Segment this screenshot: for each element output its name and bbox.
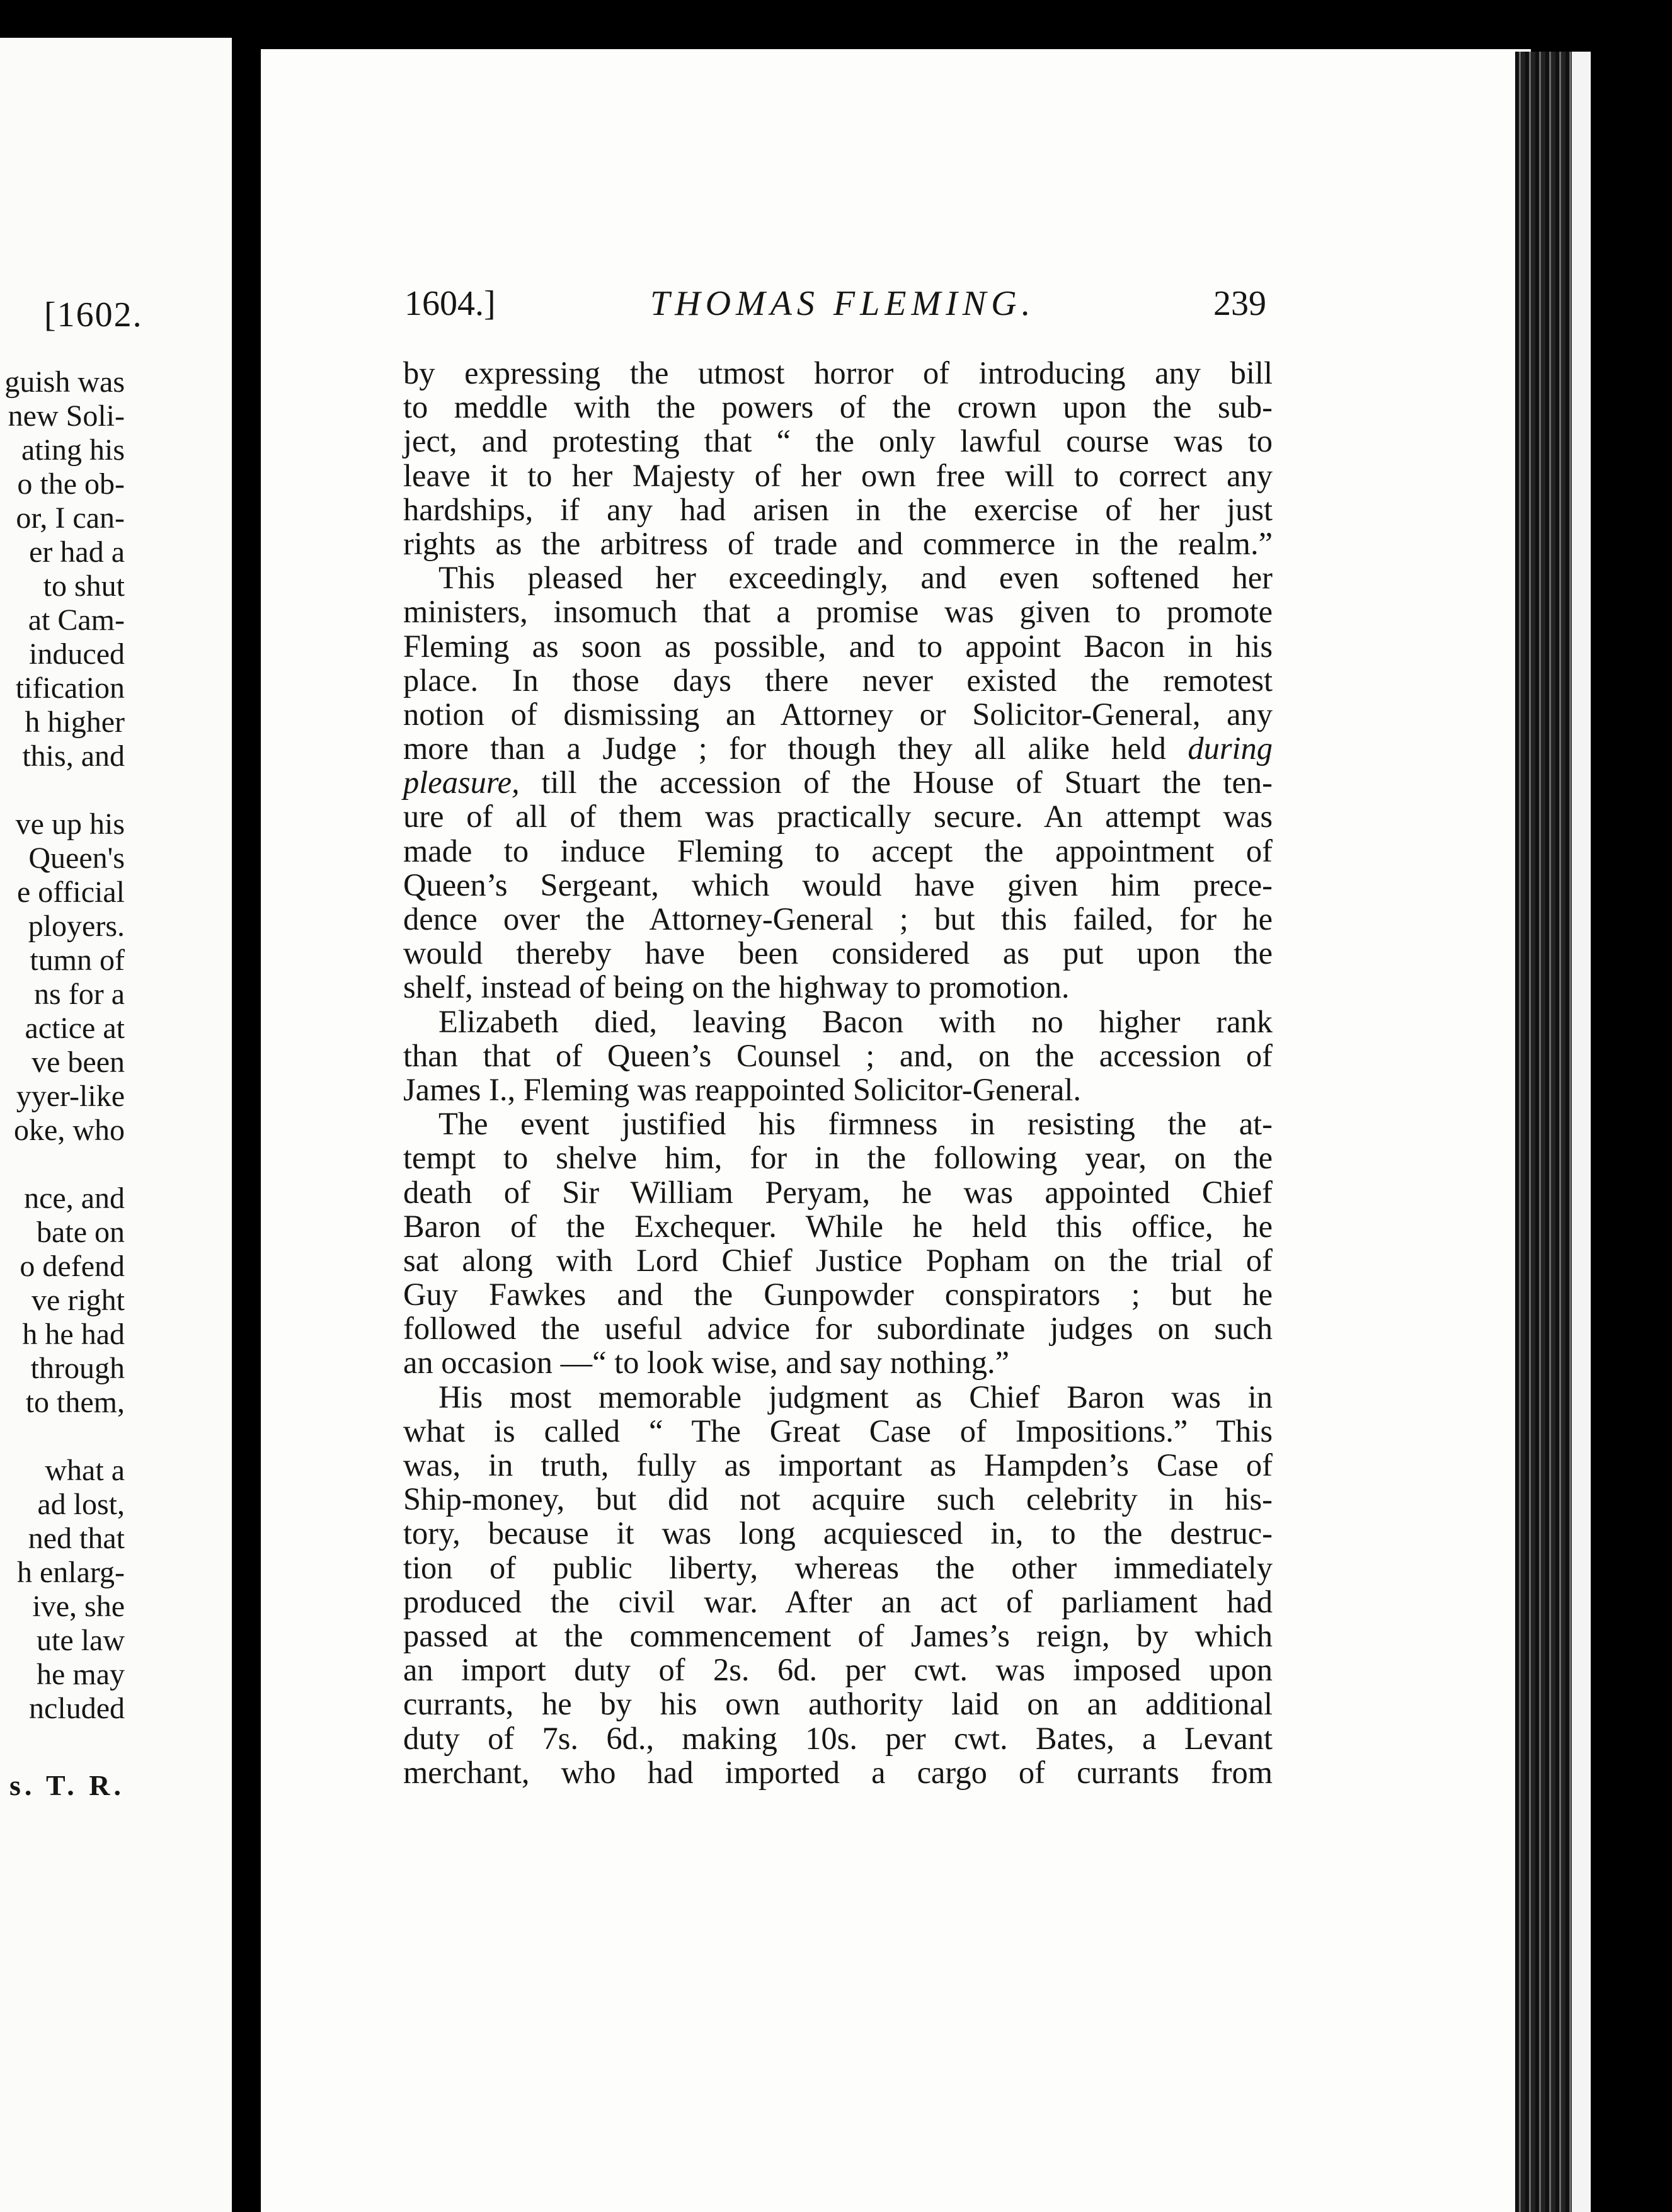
text-line — [403, 1039, 1273, 1073]
facing-page-line: o the ob- — [17, 467, 125, 501]
facing-page-line — [4, 1148, 125, 1182]
facing-page-line: to shut — [43, 569, 125, 603]
text-line — [403, 970, 1273, 1004]
text-line — [403, 1380, 1273, 1414]
header-year: 1604.] — [404, 284, 496, 323]
facing-page-line: e official — [16, 875, 125, 909]
line-text: rights as the arbitress of trade and commerce in the realm.” — [403, 525, 1273, 561]
line-text: tory, because it was long acquiesced in, to the destruc- — [403, 1515, 1273, 1551]
line-text: was, in truth, fully as important as Hampden’s Case of — [403, 1447, 1273, 1483]
facing-page — [0, 38, 232, 2212]
text-line — [403, 1209, 1273, 1243]
line-text: would thereby have been considered as put upon the — [403, 935, 1273, 971]
facing-page-line: er had a — [29, 535, 125, 569]
body-text — [403, 356, 1273, 1789]
text-line — [403, 1311, 1273, 1345]
text-line — [403, 595, 1273, 629]
line-text: hardships, if any had arisen in the exercise of her just — [403, 491, 1273, 527]
text-line — [403, 765, 1273, 799]
facing-page-line — [4, 1420, 125, 1454]
text-line — [403, 1585, 1273, 1619]
text-line — [403, 1414, 1273, 1448]
line-text: ject, and protesting that “ the only lawful course was to — [403, 423, 1273, 459]
facing-page-line: tification — [15, 671, 125, 705]
text-line — [403, 1482, 1273, 1516]
facing-page-line: nce, and — [24, 1182, 125, 1215]
line-text: His most memorable judgment as Chief Baron was in — [438, 1379, 1273, 1415]
line-text: Queen’s Sergeant, which would have given him prece- — [403, 867, 1273, 903]
facing-page-line: h higher — [25, 705, 125, 739]
facing-page-line: this, and — [22, 739, 125, 773]
text-line — [403, 356, 1273, 390]
line-text: than that of Queen’s Counsel ; and, on the accession of — [403, 1037, 1273, 1073]
text-line — [403, 663, 1273, 697]
facing-page-line: tumn of — [30, 944, 125, 977]
line-text: to meddle with the powers of the crown upon the sub- — [403, 389, 1273, 425]
line-text: notion of dismissing an Attorney or Solicitor-General, any — [403, 696, 1273, 732]
facing-page-line: h he had — [22, 1318, 125, 1351]
line-text: followed the useful advice for subordinate judges on such — [403, 1311, 1273, 1347]
line-text: Fleming as soon as possible, and to appoint Bacon in his — [403, 628, 1273, 664]
facing-page-line: what a — [45, 1454, 125, 1487]
text-line — [403, 1755, 1273, 1789]
facing-page-line — [4, 773, 125, 807]
text-line — [403, 731, 1273, 765]
text-line — [403, 561, 1273, 595]
facing-page-line: induced — [29, 637, 125, 671]
facing-page-line: bate on — [37, 1216, 125, 1249]
facing-page-line: ve up his — [15, 807, 125, 841]
line-text: Elizabeth died, leaving Bacon with no higher rank — [438, 1003, 1273, 1039]
text-line — [403, 834, 1273, 868]
facing-page-line: ad lost, — [37, 1488, 125, 1521]
facing-page-line: to them, — [25, 1386, 125, 1419]
line-text: The event justified his firmness in resisting the at- — [438, 1106, 1273, 1142]
line-text: shelf, instead of being on the highway to promotion. — [403, 969, 1070, 1005]
text-line — [403, 1005, 1273, 1039]
text-line — [403, 424, 1273, 458]
facing-page-header: [1602. — [44, 295, 143, 334]
text-line — [403, 1073, 1273, 1107]
line-text: Baron of the Exchequer. While he held this office, he — [403, 1208, 1273, 1244]
line-text: an occasion —“ to look wise, and say nothing.” — [403, 1345, 1010, 1381]
text-line — [403, 629, 1273, 663]
line-text: leave it to her Majesty of her own free will to correct any — [403, 457, 1273, 493]
facing-page-line: ve right — [31, 1284, 125, 1317]
line-text: by expressing the utmost horror of introducing any bill — [403, 355, 1273, 391]
text-line — [403, 527, 1273, 561]
text-line — [403, 1551, 1273, 1585]
running-header — [404, 283, 1266, 321]
facing-page-signature: s. T. R. — [9, 1769, 125, 1801]
text-line — [403, 1721, 1273, 1755]
facing-page-line: ns for a — [34, 978, 125, 1011]
facing-page-line: ating his — [21, 433, 125, 467]
line-text: Guy Fawkes and the Gunpowder conspirators ; but he — [403, 1277, 1273, 1313]
line-text: ure of all of them was practically secure. An attempt was — [403, 799, 1273, 835]
text-line — [403, 493, 1273, 527]
line-text: more than a Judge ; for though they all alike held — [403, 731, 1166, 767]
line-text: tempt to shelve him, for in the following year, on the — [403, 1140, 1273, 1176]
text-line — [403, 390, 1273, 424]
text-line — [403, 868, 1273, 902]
text-line — [403, 799, 1273, 833]
facing-page-line: ned that — [28, 1522, 125, 1555]
facing-page-line: yyer-like — [16, 1080, 125, 1113]
italic-phrase: pleasure, — [403, 765, 520, 801]
facing-page-line: ute law — [37, 1624, 125, 1657]
italic-phrase: during — [1188, 731, 1273, 767]
line-text: currants, he by his own authority laid on an additional — [403, 1686, 1273, 1722]
line-text: Ship-money, but did not acquire such celebrity in his- — [403, 1481, 1273, 1517]
facing-page-line: new Soli- — [8, 399, 125, 433]
facing-page-line: Queen's — [28, 841, 125, 875]
text-line — [403, 1107, 1273, 1141]
text-line — [403, 1243, 1273, 1277]
facing-page-line: o defend — [20, 1250, 125, 1283]
text-line — [403, 1619, 1273, 1653]
text-line — [403, 1277, 1273, 1311]
facing-page-line: ve been — [31, 1046, 125, 1079]
line-text: passed at the commencement of James’s reign, by which — [403, 1617, 1273, 1653]
facing-page-line: through — [30, 1352, 125, 1385]
line-text: James I., Fleming was reappointed Solicitor-General. — [403, 1071, 1082, 1107]
text-line — [403, 1345, 1273, 1379]
line-text: This pleased her exceedingly, and even softened her — [438, 560, 1273, 596]
header-title: THOMAS FLEMING. — [650, 284, 1036, 323]
text-line — [403, 1141, 1273, 1175]
facing-page-text — [4, 365, 125, 1726]
facing-page-line: he may — [37, 1658, 125, 1691]
text-line — [403, 1175, 1273, 1209]
text-line — [403, 1653, 1273, 1687]
page-edge-strip — [1572, 52, 1591, 2212]
line-text: tion of public liberty, whereas the other immediately — [403, 1549, 1273, 1585]
facing-page-line: ncluded — [29, 1692, 125, 1725]
line-text: dence over the Attorney-General ; but this failed, for he — [403, 901, 1273, 937]
facing-page-line: at Cam- — [28, 603, 125, 637]
line-text: death of Sir William Peryam, he was appointed Chief — [403, 1174, 1273, 1210]
line-text: made to induce Fleming to accept the appointment of — [403, 833, 1273, 869]
page-number: 239 — [1213, 284, 1266, 323]
text-line — [403, 1516, 1273, 1550]
line-text: ministers, insomuch that a promise was given to promote — [403, 594, 1273, 630]
text-line — [403, 1448, 1273, 1482]
line-text: place. In those days there never existed the remotest — [403, 662, 1273, 698]
facing-page-line: ive, she — [32, 1590, 125, 1623]
line-text: produced the civil war. After an act of parliament had — [403, 1583, 1273, 1619]
line-text: sat along with Lord Chief Justice Popham on the trial of — [403, 1242, 1273, 1278]
line-text: an import duty of 2s. 6d. per cwt. was imposed upon — [403, 1652, 1273, 1688]
facing-page-line: or, I can- — [16, 501, 125, 535]
page-edges — [1515, 52, 1572, 2212]
facing-page-line: guish was — [4, 365, 125, 399]
line-text: till the accession of the House of Stuart the ten- — [519, 765, 1273, 801]
facing-page-line: h enlarg- — [16, 1556, 125, 1589]
facing-page-line: ployers. — [28, 909, 125, 943]
facing-page-line: oke, who — [14, 1114, 125, 1147]
text-line — [403, 459, 1273, 493]
line-text: what is called “ The Great Case of Impositions.” This — [403, 1413, 1273, 1449]
line-text: merchant, who had imported a cargo of currants from — [403, 1754, 1273, 1790]
text-line — [403, 697, 1273, 731]
text-line — [403, 936, 1273, 970]
facing-page-line: actice at — [25, 1012, 125, 1045]
text-line — [403, 902, 1273, 936]
line-text: duty of 7s. 6d., making 10s. per cwt. Bates, a Levant — [403, 1720, 1273, 1756]
text-line — [403, 1687, 1273, 1721]
